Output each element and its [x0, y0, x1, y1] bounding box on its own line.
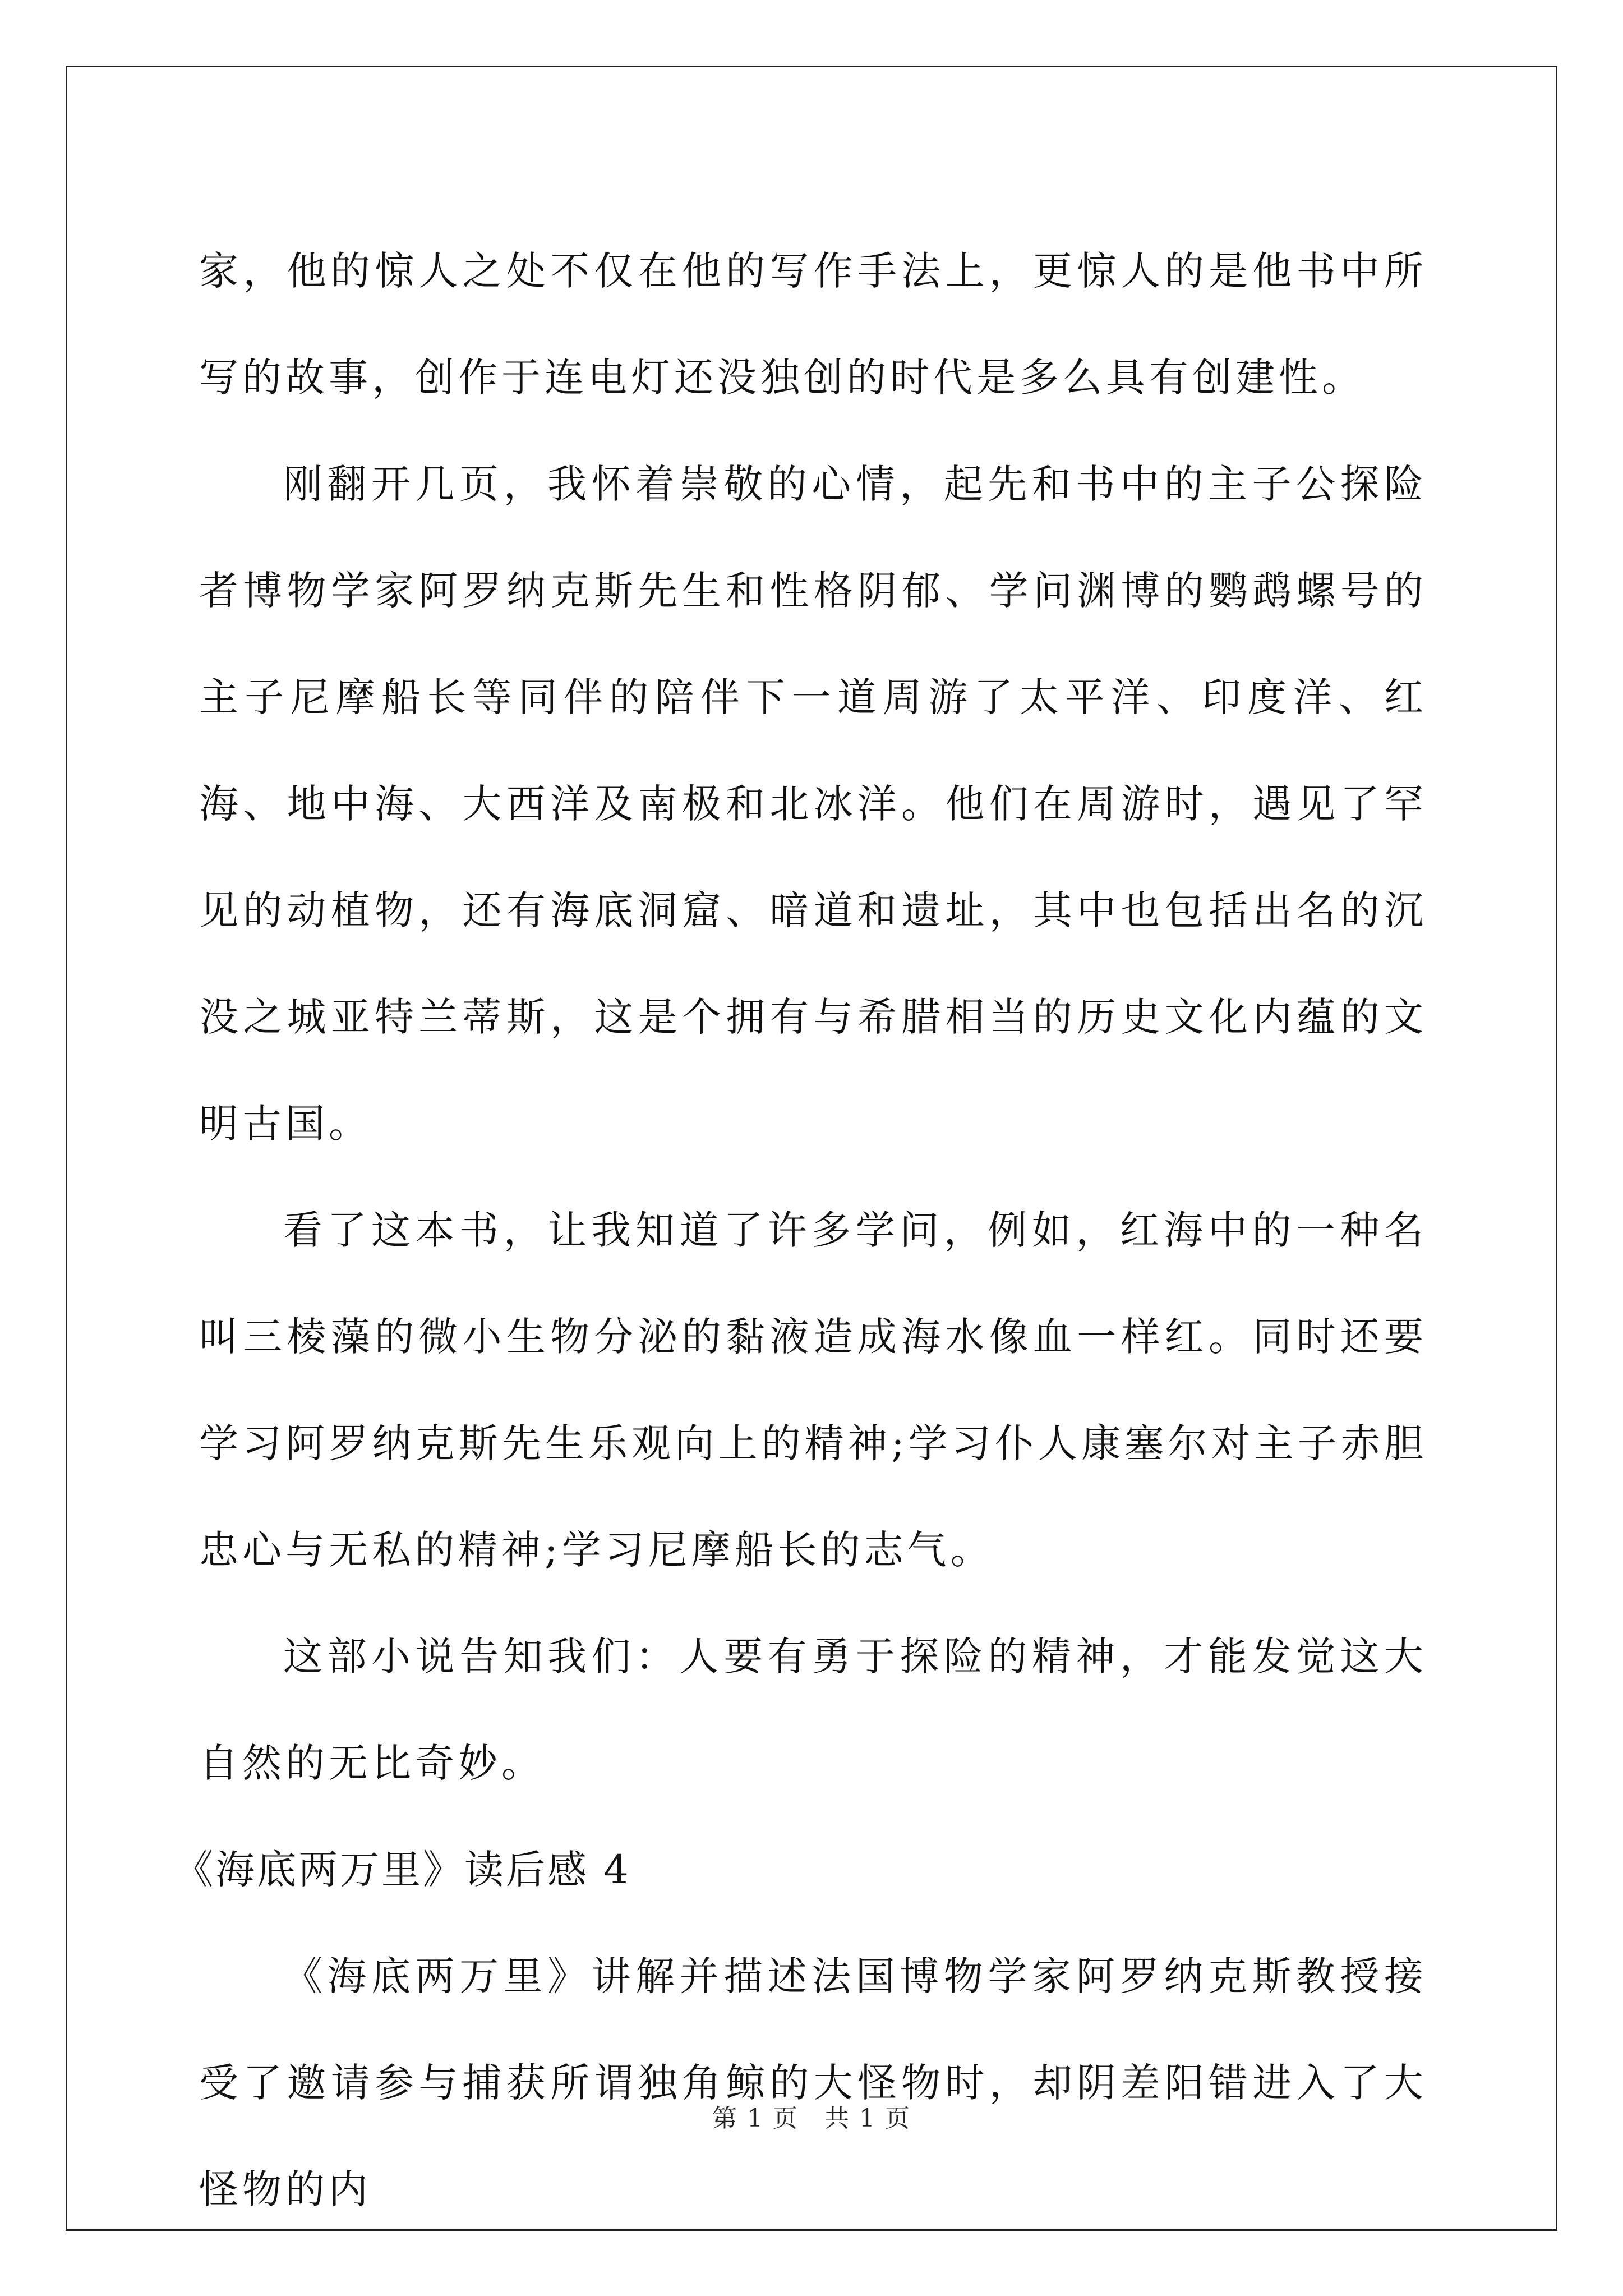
page-footer: 第 1 页 共 1 页 [712, 2104, 911, 2133]
paragraph-5: 《海底两万里》讲解并描述法国博物学家阿罗纳克斯教授接受了邀请参与捕获所谓独角鲸的大怪物时，却阴差阳错进入了大怪物的内 [199, 1953, 1427, 2212]
paragraph-1: 家，他的惊人之处不仅在他的写作手法上，更惊人的是他书中所写的故事，创作于连电灯还没独创的时代是多么具有创建性。 [199, 248, 1427, 401]
section-heading: 《海底两万里》读后感 4 [174, 1847, 631, 1893]
paragraph-4: 这部小说告知我们：人要有勇于探险的精神，才能发觉这大自然的无比奇妙。 [199, 1634, 1427, 1786]
paragraph-2: 刚翻开几页，我怀着崇敬的心情，起先和书中的主子公探险者博物学家阿罗纳克斯先生和性格阴郁、学问渊博的鹦鹉螺号的主子尼摩船长等同伴的陪伴下一道周游了太平洋、印度洋、红海、地中海、大西洋及南极和北冰洋。他们在周游时，遇见了罕见的动植物，还有海底洞窟、暗道和遗址，其中也包括出名的沉没之城亚特兰蒂斯，这是个拥有与希腊相当的历史文化内蕴的文明古国。 [199, 461, 1427, 1147]
paragraph-3: 看了这本书，让我知道了许多学问，例如，红海中的一种名叫三棱藻的微小生物分泌的黏液造成海水像血一样红。同时还要学习阿罗纳克斯先生乐观向上的精神;学习仆人康塞尔对主子赤胆忠心与无私的精神;学习尼摩船长的志气。 [199, 1207, 1427, 1573]
document-body [174, 218, 1427, 2243]
